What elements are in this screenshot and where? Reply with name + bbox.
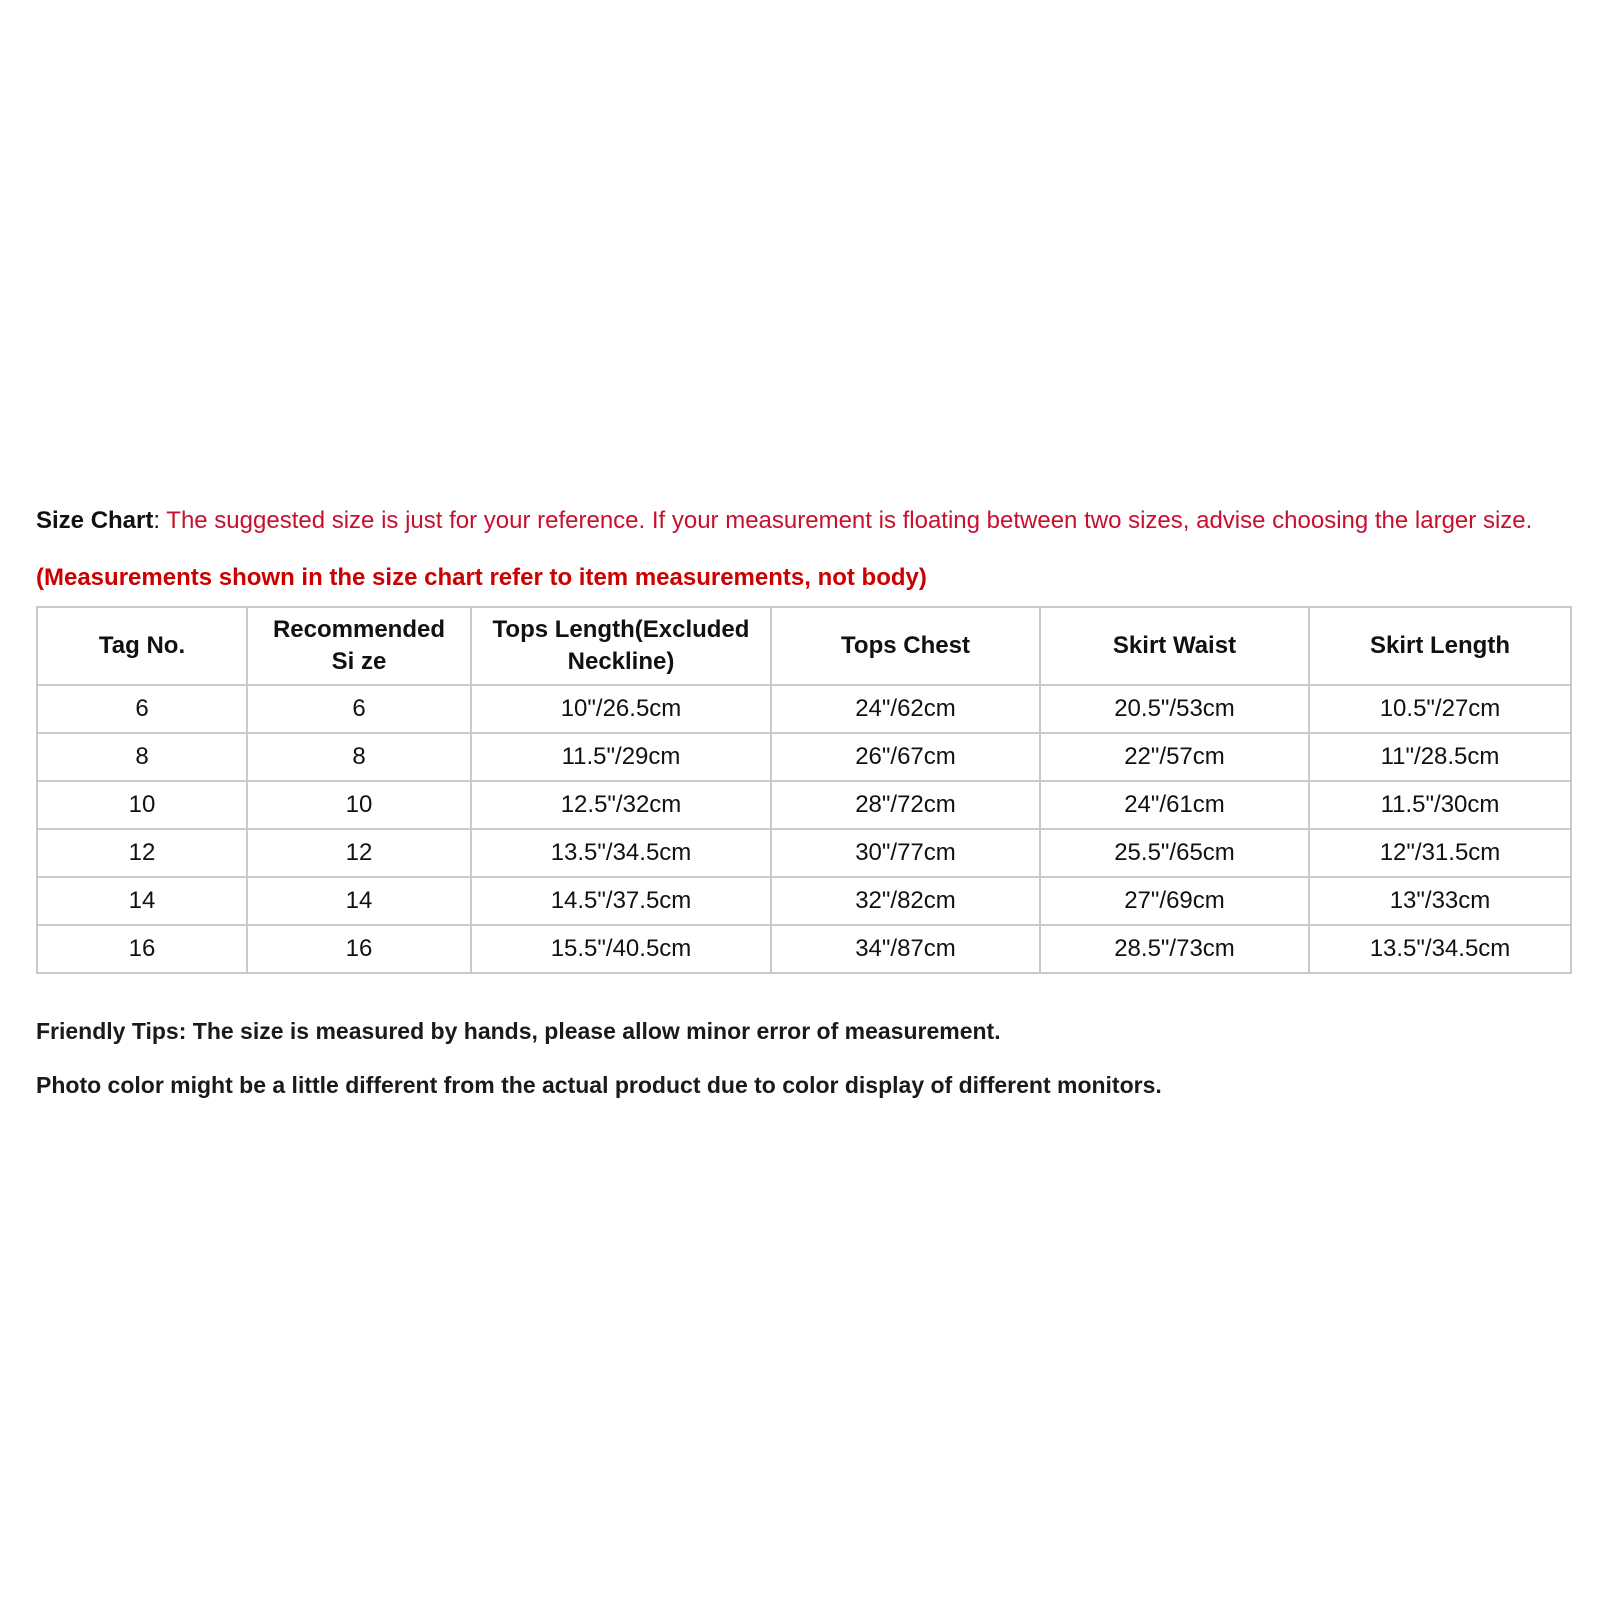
cell-tag-no: 12 bbox=[37, 829, 247, 877]
table-row bbox=[37, 829, 1571, 877]
photo-color-note: Photo color might be a little different from the actual product due to color display of different monitors. bbox=[36, 1072, 1162, 1098]
table-header-row bbox=[37, 607, 1571, 685]
cell-tops-length: 10"/26.5cm bbox=[471, 685, 771, 733]
cell-recommended-size: 6 bbox=[247, 685, 471, 733]
cell-tops-chest: 32"/82cm bbox=[771, 877, 1040, 925]
cell-tag-no: 10 bbox=[37, 781, 247, 829]
size-chart-intro bbox=[36, 506, 1576, 535]
cell-tops-length: 14.5"/37.5cm bbox=[471, 877, 771, 925]
size-chart-table bbox=[36, 606, 1572, 974]
cell-tops-chest: 26"/67cm bbox=[771, 733, 1040, 781]
cell-recommended-size: 14 bbox=[247, 877, 471, 925]
header-tag-no: Tag No. bbox=[37, 607, 247, 685]
cell-skirt-waist: 20.5"/53cm bbox=[1040, 685, 1309, 733]
cell-tops-length: 15.5"/40.5cm bbox=[471, 925, 771, 973]
cell-tag-no: 16 bbox=[37, 925, 247, 973]
measurement-note: (Measurements shown in the size chart refer to item measurements, not body) bbox=[36, 564, 927, 591]
cell-tops-chest: 28"/72cm bbox=[771, 781, 1040, 829]
cell-skirt-length: 13.5"/34.5cm bbox=[1309, 925, 1571, 973]
cell-tops-length: 11.5"/29cm bbox=[471, 733, 771, 781]
cell-skirt-length: 11"/28.5cm bbox=[1309, 733, 1571, 781]
cell-tag-no: 14 bbox=[37, 877, 247, 925]
cell-skirt-length: 10.5"/27cm bbox=[1309, 685, 1571, 733]
cell-tag-no: 8 bbox=[37, 733, 247, 781]
cell-skirt-waist: 24"/61cm bbox=[1040, 781, 1309, 829]
header-tops-chest: Tops Chest bbox=[771, 607, 1040, 685]
size-chart-intro-text: The suggested size is just for your reference. If your measurement is floating between two sizes, advise choosing the larger size. bbox=[166, 507, 1533, 534]
cell-recommended-size: 12 bbox=[247, 829, 471, 877]
table-row bbox=[37, 733, 1571, 781]
table-row bbox=[37, 781, 1571, 829]
cell-skirt-length: 13"/33cm bbox=[1309, 877, 1571, 925]
friendly-tips-text: Friendly Tips: The size is measured by hands, please allow minor error of measurement. bbox=[36, 1018, 1001, 1044]
header-recommended-size: Recommended Si ze bbox=[247, 607, 471, 685]
cell-skirt-waist: 28.5"/73cm bbox=[1040, 925, 1309, 973]
table-row bbox=[37, 877, 1571, 925]
cell-tops-chest: 34"/87cm bbox=[771, 925, 1040, 973]
cell-tops-length: 12.5"/32cm bbox=[471, 781, 771, 829]
header-skirt-waist: Skirt Waist bbox=[1040, 607, 1309, 685]
cell-skirt-waist: 27"/69cm bbox=[1040, 877, 1309, 925]
cell-skirt-length: 11.5"/30cm bbox=[1309, 781, 1571, 829]
cell-skirt-length: 12"/31.5cm bbox=[1309, 829, 1571, 877]
cell-recommended-size: 10 bbox=[247, 781, 471, 829]
cell-skirt-waist: 22"/57cm bbox=[1040, 733, 1309, 781]
table-row bbox=[37, 925, 1571, 973]
size-chart-label: Size Chart: bbox=[36, 507, 167, 534]
cell-tops-chest: 30"/77cm bbox=[771, 829, 1040, 877]
cell-tag-no: 6 bbox=[37, 685, 247, 733]
header-skirt-length: Skirt Length bbox=[1309, 607, 1571, 685]
table-row bbox=[37, 685, 1571, 733]
cell-skirt-waist: 25.5"/65cm bbox=[1040, 829, 1309, 877]
cell-recommended-size: 8 bbox=[247, 733, 471, 781]
header-tops-length: Tops Length(Excluded Neckline) bbox=[471, 607, 771, 685]
cell-recommended-size: 16 bbox=[247, 925, 471, 973]
cell-tops-length: 13.5"/34.5cm bbox=[471, 829, 771, 877]
cell-tops-chest: 24"/62cm bbox=[771, 685, 1040, 733]
